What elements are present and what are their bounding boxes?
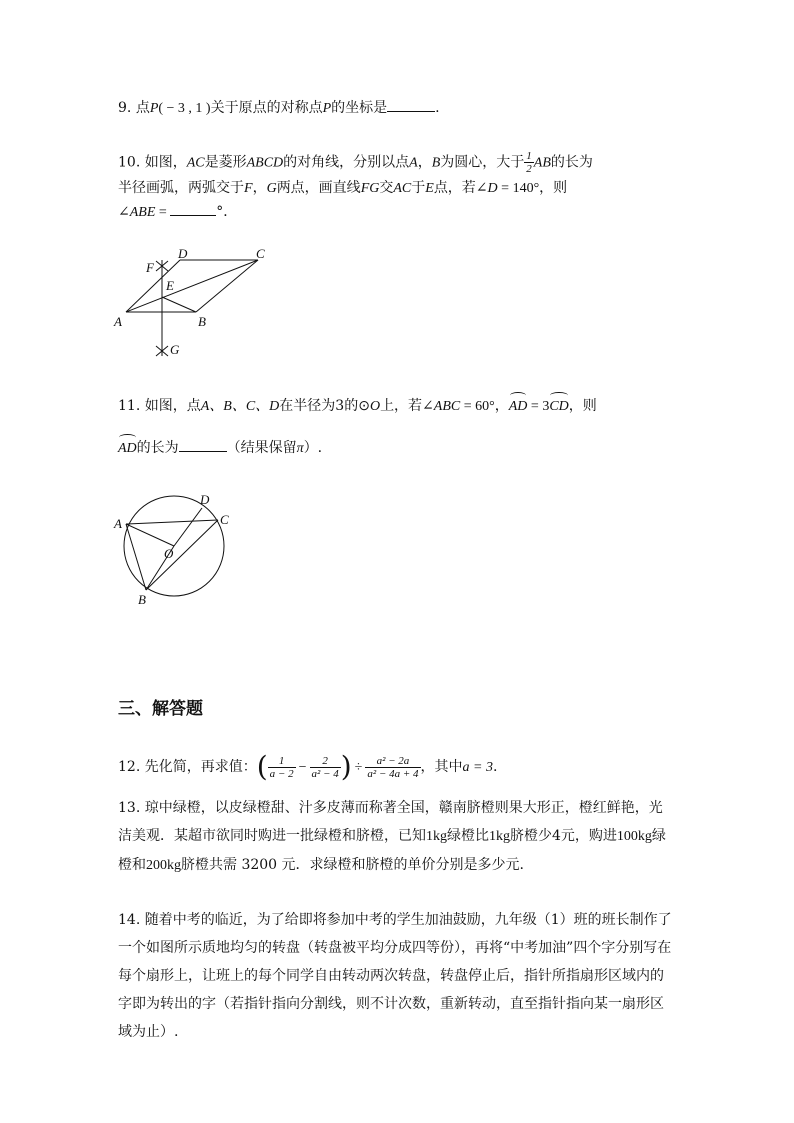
- label-a: A: [114, 314, 122, 329]
- q9-number: 9.: [118, 100, 132, 116]
- q9-text-pre: 点: [135, 100, 150, 116]
- q14-text: 随着中考的临近，为了给即将参加中考的学生加油鼓励，九年级（1）班的班长制作了一个如图所示质地均匀的转盘（转盘被平均分成四等份），再将“中考加油”四个字分别写在每个扇形上，让班上的每个同学自由转动两次转盘，转盘停止后，指针所指扇形区域内的字即为转出的字（若指针指向分割线，则不计次数，重新转动，直至指针指向某一扇形区域为止）.: [118, 912, 672, 1040]
- q10-text: 两点，画直线: [276, 180, 361, 196]
- chord-ab: [126, 524, 146, 590]
- question-13: [118, 794, 676, 880]
- q10-b: B: [431, 155, 441, 171]
- label-e: E: [166, 278, 174, 293]
- q13-text: 绿橙比: [447, 828, 489, 844]
- q11-number: 11.: [118, 398, 141, 414]
- q11-circle-symbol: ⊙: [358, 399, 370, 414]
- question-10-line-3: [118, 200, 678, 225]
- question-9: [118, 96, 678, 121]
- q12-text: ，其中: [420, 759, 463, 775]
- q9-coords: ( − 3 , 1 ): [158, 101, 211, 116]
- q10-answer-blank[interactable]: [170, 201, 216, 216]
- q10-eq: =: [155, 205, 171, 220]
- q12-end: .: [492, 759, 498, 775]
- edge-bc: [196, 260, 258, 312]
- q11-pi: π: [296, 441, 304, 456]
- q10-ac: AC: [186, 155, 205, 171]
- q12-fraction-2: [310, 755, 341, 780]
- question-11-line-2: [118, 436, 678, 461]
- q11-arc-cd: CD: [549, 395, 568, 419]
- q13-text: 琼中绿橙，以皮绿橙甜、汁多皮薄而称著全国，赣南脐橙则果大形正，橙红鲜艳，光洁美观．某超市欲同时购进一批绿橙和脐橙，已知: [118, 800, 663, 844]
- q10-text: 交: [379, 180, 394, 196]
- q10-comma: ，: [417, 154, 432, 171]
- q11-eq: = 3: [527, 399, 550, 414]
- q11-o: O: [369, 399, 381, 414]
- q9-end: .: [435, 100, 440, 116]
- q10-f: F: [244, 181, 253, 196]
- q13-text: 绿橙和: [118, 828, 666, 873]
- q9-text-mid: 关于原点的对称点: [210, 100, 323, 116]
- q12-left-paren: (: [256, 750, 268, 783]
- q10-text: ，则: [539, 180, 568, 196]
- q9-point-p2: P: [322, 101, 332, 116]
- q11-points: A、B、C、D: [200, 399, 280, 414]
- q9-answer-blank[interactable]: [387, 97, 435, 112]
- q10-text: 点，若∠: [433, 180, 488, 196]
- q11-circle-figure: [112, 488, 242, 608]
- q10-ac: AC: [393, 181, 412, 196]
- q12-condition: a = 3: [462, 760, 493, 775]
- q14-number: 14.: [118, 912, 141, 928]
- q11-text: ，则: [568, 398, 597, 414]
- q11-text: 上，若∠: [380, 398, 434, 414]
- q12-f3-den: a² − 4a + 4: [367, 767, 419, 780]
- question-14: [118, 906, 676, 1046]
- q10-half-num: 1: [526, 150, 532, 162]
- q12-minus: −: [298, 760, 307, 775]
- q10-e: E: [425, 181, 434, 196]
- q9-point-p: P: [149, 101, 159, 116]
- radius-oa: [126, 524, 174, 546]
- q10-half-fraction: [524, 150, 534, 175]
- q11-abc: ABC: [433, 399, 461, 414]
- q10-text: 如图，: [144, 154, 187, 171]
- q10-text: 是菱形: [204, 154, 247, 171]
- q13-number: 13.: [118, 800, 141, 816]
- q10-angle: = 140°: [497, 181, 540, 196]
- q11-angle-value: = 60°，: [460, 399, 509, 414]
- q12-text: 先化简，再求值：: [144, 759, 257, 775]
- label-g: G: [170, 342, 180, 357]
- q10-half-den: 2: [526, 163, 532, 175]
- q10-a: A: [409, 155, 418, 171]
- label-c: C: [256, 246, 265, 261]
- q12-f3-num: a² − 2a: [365, 755, 420, 768]
- label-a: A: [114, 516, 122, 531]
- q13-kg-4: 200kg: [146, 858, 181, 873]
- q10-abe: ABE: [129, 205, 156, 220]
- q13-kg-3: 100kg: [616, 829, 652, 844]
- label-f: F: [146, 260, 154, 275]
- q10-text: 为圆心，大于: [440, 154, 525, 171]
- q10-ab: AB: [533, 155, 551, 171]
- q10-rhombus-figure: [110, 242, 280, 362]
- q12-f2-den: a² − 4: [311, 767, 339, 780]
- q10-fg: FG: [360, 181, 380, 196]
- q11-arc-ad: AD: [509, 395, 528, 419]
- q12-number: 12.: [118, 759, 141, 775]
- question-11-line-1: [118, 394, 678, 419]
- q11-answer-blank[interactable]: [179, 437, 227, 452]
- q11-text: 的长为: [136, 440, 179, 456]
- label-d: D: [178, 246, 188, 261]
- q12-fraction-1: [268, 755, 296, 780]
- q10-text: 于: [411, 180, 426, 196]
- q10-number: 10.: [118, 154, 141, 171]
- q10-d: D: [487, 181, 498, 196]
- q10-text: 的对角线，分别以点: [283, 154, 410, 171]
- q10-comma: ，: [252, 180, 267, 196]
- q10-text: 的长为: [550, 154, 593, 171]
- q12-f1-den: a − 2: [269, 767, 294, 780]
- q12-f1-num: 1: [268, 755, 296, 768]
- q11-text: 如图，点: [144, 398, 201, 414]
- q11-arc-ad-2: AD: [118, 437, 137, 461]
- segment-eb: [162, 297, 196, 312]
- section-heading: 三、解答题: [118, 699, 203, 719]
- chord-bc: [146, 520, 218, 590]
- q13-kg-2: 1kg: [489, 829, 510, 844]
- question-10-line-1: [118, 150, 678, 176]
- q9-text-post: 的坐标是: [331, 100, 388, 116]
- q10-g: G: [266, 181, 277, 196]
- q11-text: （结果保留: [226, 440, 297, 456]
- question-10-line-2: [118, 176, 678, 201]
- q11-text: ）.: [303, 440, 323, 456]
- q10-abcd: ABCD: [246, 155, 284, 171]
- q13-text: 脐橙少4元，购进: [510, 828, 617, 844]
- label-b: B: [198, 314, 206, 329]
- label-d: D: [200, 492, 210, 507]
- q12-fraction-3: [365, 755, 420, 780]
- q13-kg-1: 1kg: [426, 829, 447, 844]
- chord-ac: [126, 520, 218, 524]
- q10-text: 半径画弧，两弧交于: [118, 180, 244, 196]
- q10-degree: °．: [216, 204, 238, 220]
- q12-right-paren: ): [340, 750, 352, 783]
- label-o: O: [164, 546, 174, 561]
- label-b: B: [138, 592, 146, 607]
- question-12: [118, 750, 678, 785]
- q10-angle-sign: ∠: [118, 204, 130, 220]
- label-c: C: [220, 512, 229, 527]
- q11-text: 在半径为3的: [279, 398, 359, 414]
- q12-f2-num: 2: [310, 755, 341, 768]
- q12-divide: ÷: [354, 760, 363, 775]
- q13-text: 脐橙共需 3200 元．求绿橙和脐橙的单价分别是多少元.: [181, 857, 524, 873]
